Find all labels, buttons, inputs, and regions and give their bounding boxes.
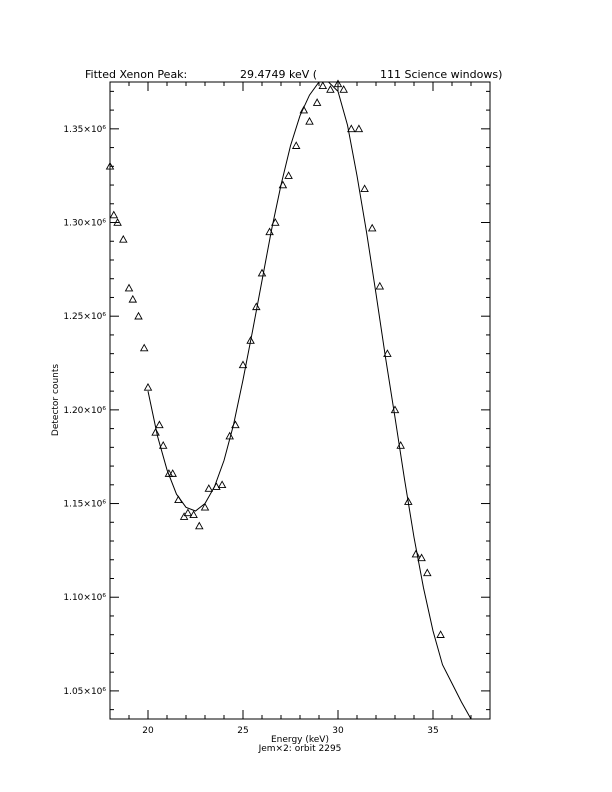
data-point bbox=[110, 212, 117, 218]
chart-title-left: Fitted Xenon Peak: bbox=[85, 68, 188, 81]
y-tick-label: 1.05×10⁶ bbox=[63, 686, 106, 697]
x-tick-label: 30 bbox=[332, 726, 344, 736]
plot-frame bbox=[110, 82, 490, 719]
data-point bbox=[369, 225, 376, 231]
data-point bbox=[152, 429, 159, 435]
data-point bbox=[259, 270, 266, 276]
data-point bbox=[361, 185, 368, 191]
y-tick-label: 1.15×10⁶ bbox=[63, 499, 106, 510]
data-point bbox=[120, 236, 127, 242]
data-point bbox=[196, 523, 203, 529]
data-point bbox=[397, 442, 404, 448]
data-point bbox=[285, 172, 292, 178]
data-point bbox=[141, 345, 148, 351]
x-tick-label: 35 bbox=[427, 726, 439, 736]
y-axis-label: Detector counts bbox=[51, 363, 61, 437]
y-tick-label: 1.35×10⁶ bbox=[63, 124, 106, 135]
data-point bbox=[424, 569, 431, 575]
data-point bbox=[145, 384, 152, 390]
x-axis-label: Energy (keV) bbox=[271, 735, 329, 745]
data-point bbox=[437, 631, 444, 637]
data-point bbox=[156, 421, 163, 427]
y-tick-label: 1.10×10⁶ bbox=[63, 593, 106, 604]
data-point bbox=[319, 82, 326, 88]
data-point bbox=[129, 296, 136, 302]
y-tick-label: 1.30×10⁶ bbox=[63, 218, 106, 229]
data-point bbox=[355, 125, 362, 131]
data-points bbox=[107, 80, 445, 637]
data-point bbox=[219, 481, 226, 487]
data-point bbox=[202, 504, 209, 510]
chart-title-value: 29.4749 keV ( bbox=[240, 68, 318, 81]
x-tick-label: 25 bbox=[237, 726, 249, 736]
axis-ticks bbox=[63, 82, 490, 736]
data-point bbox=[412, 551, 419, 557]
data-point bbox=[314, 99, 321, 105]
data-point bbox=[181, 513, 188, 519]
data-point bbox=[293, 142, 300, 148]
data-point bbox=[376, 283, 383, 289]
x-tick-label: 20 bbox=[142, 726, 154, 736]
data-point bbox=[306, 118, 313, 124]
y-tick-label: 1.20×10⁶ bbox=[63, 405, 106, 416]
data-point bbox=[126, 285, 133, 291]
fit-curve bbox=[148, 82, 471, 719]
y-tick-label: 1.25×10⁶ bbox=[63, 312, 106, 323]
data-point bbox=[135, 313, 142, 319]
data-point bbox=[205, 485, 212, 491]
data-point bbox=[392, 406, 399, 412]
data-point bbox=[418, 554, 425, 560]
chart-title-right: 111 Science windows) bbox=[380, 68, 503, 81]
sub-caption: Jem×2: orbit 2295 bbox=[258, 744, 342, 754]
